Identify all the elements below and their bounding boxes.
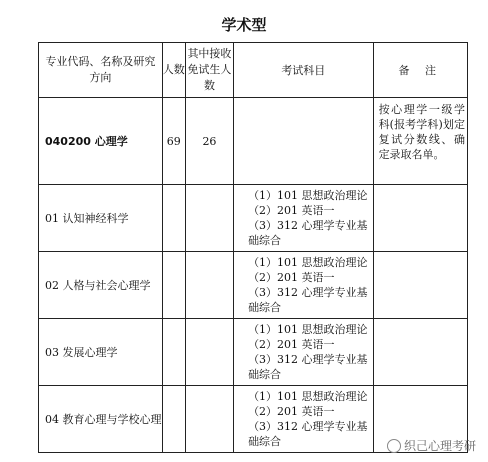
header-note: 备 注	[373, 43, 467, 98]
enrollment-table	[38, 42, 468, 453]
major-exam-cell	[234, 98, 374, 185]
major-row	[39, 98, 468, 185]
header-exam: 考试科目	[234, 43, 374, 98]
exam-subjects: （1）101 思想政治理论 （2）201 英语一 （3）312 心理学专业基 础综合	[234, 386, 374, 453]
wechat-logo-icon	[387, 439, 401, 453]
direction-name: 02 人格与社会心理学	[39, 252, 163, 319]
direction-name: 03 发展心理学	[39, 319, 163, 386]
header-row	[39, 43, 468, 98]
header-exempt: 其中接收免试生人数	[185, 43, 233, 98]
major-name: 040200 心理学	[39, 98, 163, 185]
major-note: 按心理学一级学科(报考学科)划定复试分数线、确定录取名单。	[373, 98, 467, 185]
table-row	[39, 319, 468, 386]
table-row	[39, 185, 468, 252]
header-major: 专业代码、名称及研究方向	[39, 43, 163, 98]
header-count: 人数	[162, 43, 185, 98]
major-exempt: 26	[185, 98, 233, 185]
exam-subjects: （1）101 思想政治理论 （2）201 英语一 （3）312 心理学专业基 础综合	[234, 252, 374, 319]
exam-subjects: （1）101 思想政治理论 （2）201 英语一 （3）312 心理学专业基 础综合	[234, 319, 374, 386]
major-count: 69	[162, 98, 185, 185]
table-row	[39, 252, 468, 319]
direction-name: 04 教育心理与学校心理	[39, 386, 163, 453]
watermark	[387, 437, 476, 454]
direction-name: 01 认知神经科学	[39, 185, 163, 252]
page-title: 学术型	[221, 16, 267, 34]
watermark-text: 织己心理考研	[403, 439, 476, 453]
exam-subjects: （1）101 思想政治理论 （2）201 英语一 （3）312 心理学专业基 础综合	[234, 185, 374, 252]
